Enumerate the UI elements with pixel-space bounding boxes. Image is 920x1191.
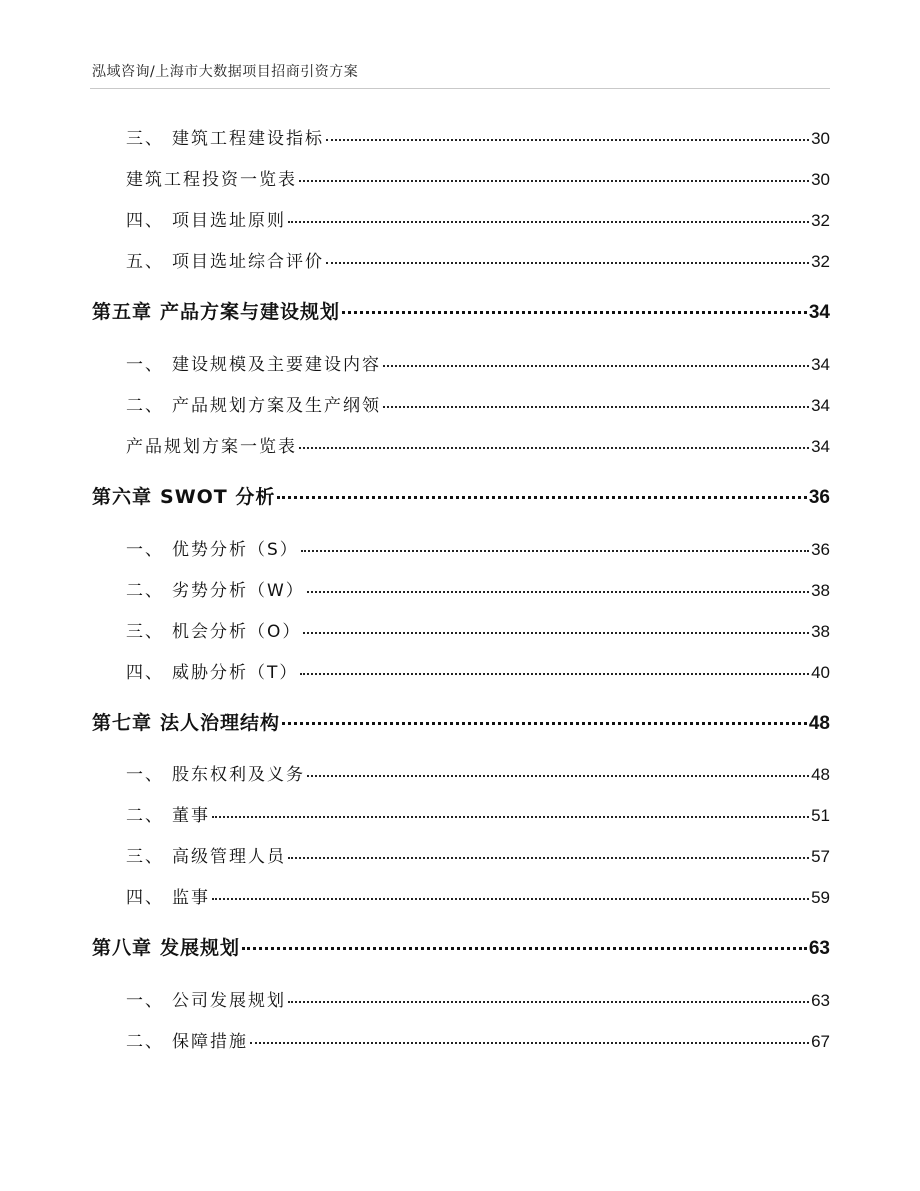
toc-entry-page: 32 <box>811 211 830 230</box>
toc-entry-title: 公司发展规划 <box>172 991 286 1011</box>
toc-chapter-title: 产品方案与建设规划 <box>160 301 341 323</box>
toc-entry[interactable] <box>126 124 830 149</box>
toc-entry-page: 40 <box>811 663 830 682</box>
toc-entry-number: 二、 <box>126 396 164 416</box>
dot-leader <box>299 435 809 452</box>
toc-entry-page: 67 <box>811 1032 830 1051</box>
toc-chapter-number: 第五章 <box>92 301 153 323</box>
toc-entry[interactable] <box>126 535 830 560</box>
toc-entry-number: 四、 <box>126 888 164 908</box>
toc-chapter-number: 第八章 <box>92 937 153 959</box>
dot-leader <box>326 250 809 267</box>
toc-entry[interactable] <box>126 658 830 683</box>
toc-entry[interactable] <box>126 576 830 601</box>
dot-leader <box>242 935 807 954</box>
toc-entry-page: 51 <box>811 806 830 825</box>
dot-leader <box>383 353 809 370</box>
toc-entry-page: 30 <box>811 170 830 189</box>
toc-chapter-entry[interactable] <box>92 297 830 324</box>
toc-chapter-entry[interactable] <box>92 708 830 735</box>
dot-leader <box>212 804 809 821</box>
dot-leader <box>288 845 809 862</box>
toc-entry-page: 30 <box>811 129 830 148</box>
toc-entry-number: 三、 <box>126 622 164 642</box>
toc-chapter-number: 第七章 <box>92 712 153 734</box>
toc-entry-page: 48 <box>811 765 830 784</box>
toc-entry[interactable] <box>126 801 830 826</box>
toc-entry[interactable] <box>126 986 830 1011</box>
toc-entry-number: 三、 <box>126 847 164 867</box>
toc-chapter-page: 48 <box>808 713 830 734</box>
toc-chapter-title: 发展规划 <box>160 937 241 959</box>
toc-entry[interactable] <box>126 617 830 642</box>
toc-entry-number: 一、 <box>126 991 164 1011</box>
dot-leader <box>282 710 807 729</box>
toc-entry-page: 57 <box>811 847 830 866</box>
toc-entry-number: 一、 <box>126 355 164 375</box>
toc-chapter-page: 34 <box>808 302 830 323</box>
toc-entry-page: 34 <box>811 396 830 415</box>
toc-entry-page: 38 <box>811 581 830 600</box>
toc-entry-title: 董事 <box>172 806 210 826</box>
toc-chapter-page: 63 <box>808 938 830 959</box>
dot-leader <box>307 763 809 780</box>
toc-entry-title: 建筑工程建设指标 <box>172 129 324 149</box>
toc-entry-title: 项目选址原则 <box>172 211 286 231</box>
toc-entry-title: 保障措施 <box>172 1032 248 1052</box>
dot-leader <box>326 127 809 144</box>
toc-entry[interactable] <box>126 206 830 231</box>
toc-chapter-title: SWOT 分析 <box>160 486 276 508</box>
toc-chapter-title: 法人治理结构 <box>160 712 281 734</box>
toc-entry-title: 建设规模及主要建设内容 <box>172 355 381 375</box>
toc-entry-page: 38 <box>811 622 830 641</box>
toc-entry-title: 监事 <box>172 888 210 908</box>
toc-entry[interactable] <box>126 247 830 272</box>
dot-leader <box>250 1030 809 1047</box>
dot-leader <box>303 620 809 637</box>
dot-leader <box>299 168 809 185</box>
toc-entry-title: 优势分析（S） <box>172 540 299 560</box>
dot-leader <box>383 394 809 411</box>
toc-entry-page: 63 <box>811 991 830 1010</box>
toc-entry-title: 建筑工程投资一览表 <box>126 170 297 190</box>
page-header: 泓域咨询/上海市大数据项目招商引资方案 <box>92 64 359 80</box>
header-divider <box>90 88 830 89</box>
toc-entry[interactable] <box>126 1027 830 1052</box>
toc-entry-title: 项目选址综合评价 <box>172 252 324 272</box>
toc-entry-title: 产品规划方案一览表 <box>126 437 297 457</box>
dot-leader <box>212 886 809 903</box>
toc-entry-page: 34 <box>811 437 830 456</box>
toc-entry-title: 劣势分析（W） <box>172 581 305 601</box>
toc-entry-number: 二、 <box>126 1032 164 1052</box>
toc-chapter-number: 第六章 <box>92 486 153 508</box>
toc-entry-number: 四、 <box>126 211 164 231</box>
toc-entry-number: 三、 <box>126 129 164 149</box>
dot-leader <box>277 484 806 503</box>
toc-entry-number: 四、 <box>126 663 164 683</box>
toc-entry[interactable] <box>126 842 830 867</box>
toc-entry-number: 二、 <box>126 806 164 826</box>
toc-entry-number: 五、 <box>126 252 164 272</box>
toc-entry[interactable] <box>126 760 830 785</box>
toc-entry[interactable] <box>126 883 830 908</box>
dot-leader <box>301 538 809 555</box>
toc-entry-title: 股东权利及义务 <box>172 765 305 785</box>
toc-entry-page: 36 <box>811 540 830 559</box>
toc-chapter-entry[interactable] <box>92 482 830 509</box>
dot-leader <box>288 209 809 226</box>
dot-leader <box>342 299 807 318</box>
dot-leader <box>288 989 809 1006</box>
toc-entry[interactable] <box>126 350 830 375</box>
toc-entry[interactable] <box>126 165 830 190</box>
toc-chapter-entry[interactable] <box>92 933 830 960</box>
toc-entry-number: 二、 <box>126 581 164 601</box>
toc-entry-page: 34 <box>811 355 830 374</box>
toc-entry-page: 32 <box>811 252 830 271</box>
toc-entry-title: 产品规划方案及生产纲领 <box>172 396 381 416</box>
toc-entry[interactable] <box>126 432 830 457</box>
toc-entry-title: 高级管理人员 <box>172 847 286 867</box>
toc-entry-number: 一、 <box>126 540 164 560</box>
toc-entry-page: 59 <box>811 888 830 907</box>
toc-entry-number: 一、 <box>126 765 164 785</box>
toc-entry-title: 机会分析（O） <box>172 622 302 642</box>
dot-leader <box>307 579 809 596</box>
dot-leader <box>300 661 809 678</box>
toc-entry-title: 威胁分析（T） <box>172 663 299 683</box>
toc-chapter-page: 36 <box>808 487 830 508</box>
toc-entry[interactable] <box>126 391 830 416</box>
